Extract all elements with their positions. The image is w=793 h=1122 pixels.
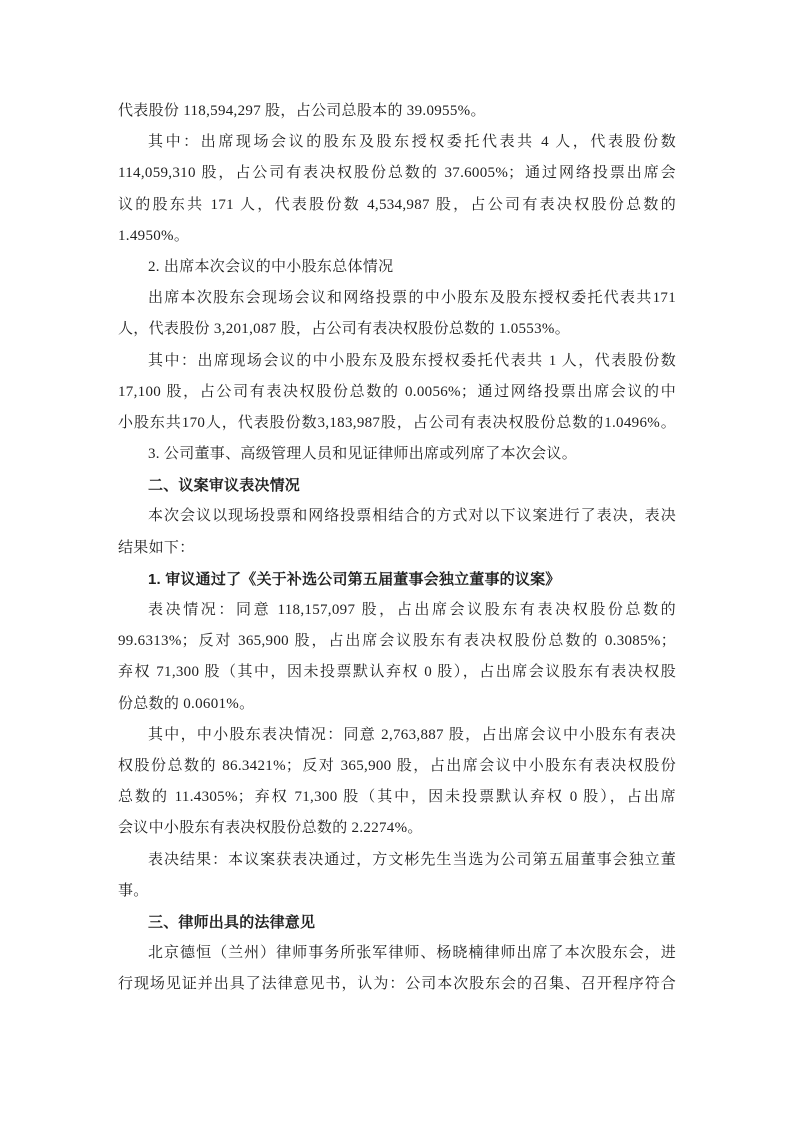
text-line-1: 代表股份 118,594,297 股，占公司总股本的 39.0955%。 (118, 103, 486, 119)
text-line-17: 表决情况：同意 118,157,097 股，占出席会议股东有表决权股份总数的 (148, 602, 676, 618)
text-line-19: 弃权 71,300 股（其中，因未投票默认弃权 0 股），占出席会议股东有表决权股 (118, 664, 676, 681)
text-line-14: 本次会议以现场投票和网络投票相结合的方式对以下议案进行了表决，表决 (148, 508, 676, 525)
text-line-7: 出席本次股东会现场会议和网络投票的中小股东及股东授权委托代表共171 (148, 290, 676, 307)
text-line-29: 行现场见证并出具了法律意见书，认为：公司本次股东会的召集、召开程序符合 (118, 976, 676, 993)
text-line-20: 份总数的 0.0601%。 (118, 695, 255, 712)
text-line-11: 小股东共170人，代表股份数3,183,987股，占公司有表决权股份总数的1.0496%。 (118, 414, 676, 431)
heading-line-13: 二、议案审议表决情况 (148, 477, 301, 495)
text-line-24: 会议中小股东有表决权股份总数的 2.2274%。 (118, 820, 423, 837)
text-line-28: 北京德恒（兰州）律师事务所张军律师、杨晓楠律师出席了本次股东会，进 (148, 945, 676, 962)
text-line-8: 人，代表股份 3,201,087 股，占公司有表决权股份总数的 1.0553%。 (118, 321, 570, 338)
text-line-2: 其中：出席现场会议的股东及股东授权委托代表共 4 人，代表股份数 (148, 134, 676, 151)
text-line-21: 其中，中小股东表决情况：同意 2,763,887 股，占出席会议中小股东有表决 (148, 726, 676, 743)
text-line-22: 权股份总数的 86.3421%；反对 365,900 股，占出席会议中小股东有表决权股份 (118, 757, 676, 774)
text-line-4: 议的股东共 171 人，代表股份数 4,534,987 股，占公司有表决权股份总数的 (118, 196, 676, 213)
text-line-6: 2. 出席本次会议的中小股东总体情况 (148, 258, 394, 275)
text-line-5: 1.4950%。 (118, 227, 190, 244)
text-line-9: 其中：出席现场会议的中小股东及股东授权委托代表共 1 人，代表股份数 (148, 352, 676, 369)
text-line-23: 总数的 11.4305%；弃权 71,300 股（其中，因未投票默认弃权 0 股），占出席 (118, 789, 676, 806)
text-line-26: 事。 (118, 882, 149, 899)
document-body (118, 96, 676, 1000)
heading-line-16: 1. 审议通过了《关于补选公司第五届董事会独立董事的议案》 (148, 570, 561, 588)
text-line-25: 表决结果：本议案获表决通过，方文彬先生当选为公司第五届董事会独立董 (148, 851, 676, 868)
text-line-18: 99.6313%；反对 365,900 股，占出席会议股东有表决权股份总数的 0.3085%； (118, 633, 676, 650)
text-line-10: 17,100 股，占公司有表决权股份总数的 0.0056%；通过网络投票出席会议的中 (118, 383, 676, 400)
text-line-3: 114,059,310 股，占公司有表决权股份总数的 37.6005%；通过网络投票出席会 (118, 165, 676, 182)
text-line-15: 结果如下： (118, 539, 195, 556)
text-line-12: 3. 公司董事、高级管理人员和见证律师出席或列席了本次会议。 (148, 446, 578, 463)
heading-line-27: 三、律师出具的法律意见 (148, 913, 316, 931)
